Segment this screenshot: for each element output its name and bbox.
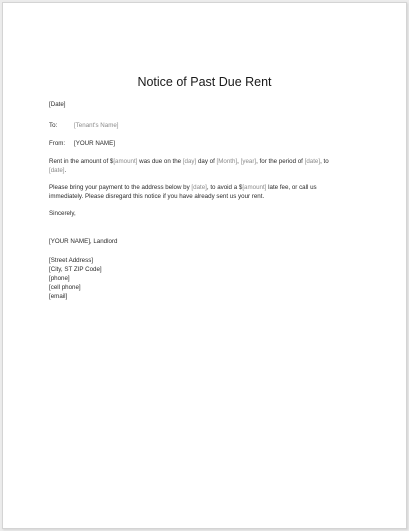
p2-text-2: , to avoid a $ (206, 184, 243, 191)
date-line: [Date] (49, 101, 66, 108)
paragraph-1-line-1 (49, 158, 329, 166)
paragraph-1-line-2 (49, 167, 66, 175)
document-page (2, 2, 407, 529)
p2-text-1: Please bring your payment to the address below by (49, 184, 192, 191)
p1-month: [Month] (216, 158, 238, 165)
address-city: [City, ST ZIP Code] (49, 266, 102, 273)
p1-text-7: . (64, 167, 67, 174)
address-street: [Street Address] (49, 257, 94, 264)
closing: Sincerely, (49, 210, 76, 217)
p1-day: [day] (182, 158, 197, 165)
p1-text-6: , to (320, 158, 329, 165)
to-label: To: (49, 122, 58, 129)
from-line (49, 140, 115, 148)
address-cell-phone: [cell phone] (49, 284, 81, 291)
signature: [YOUR NAME], Landlord (49, 238, 118, 245)
p2-date: [date] (191, 184, 207, 191)
document-title: Notice of Past Due Rent (137, 75, 272, 89)
p1-date-2: [date] (49, 167, 65, 174)
p2-text-3: late fee, or call us (266, 184, 317, 191)
to-line (49, 122, 119, 130)
p1-amount: [amount] (113, 158, 138, 165)
p1-text-3: day of (196, 158, 217, 165)
sender-name: [YOUR NAME] (74, 140, 115, 147)
address-phone: [phone] (49, 275, 70, 282)
p1-year: [year] (240, 158, 257, 165)
paragraph-2-line-2: immediately. Please disregard this notice if you have already sent us your rent. (49, 193, 265, 200)
from-label: From: (49, 140, 66, 147)
p1-text-4: , (237, 158, 241, 165)
p1-text-5: , for the period of (256, 158, 305, 165)
address-email: [email] (49, 293, 68, 300)
p1-date-1: [date] (304, 158, 321, 165)
p1-text-1: Rent in the amount of $ (49, 158, 114, 165)
tenant-name: [Tenant's Name] (74, 122, 119, 129)
p2-amount: [amount] (242, 184, 267, 191)
p1-text-2: was due on the (137, 158, 183, 165)
paragraph-2-line-1 (49, 184, 317, 192)
